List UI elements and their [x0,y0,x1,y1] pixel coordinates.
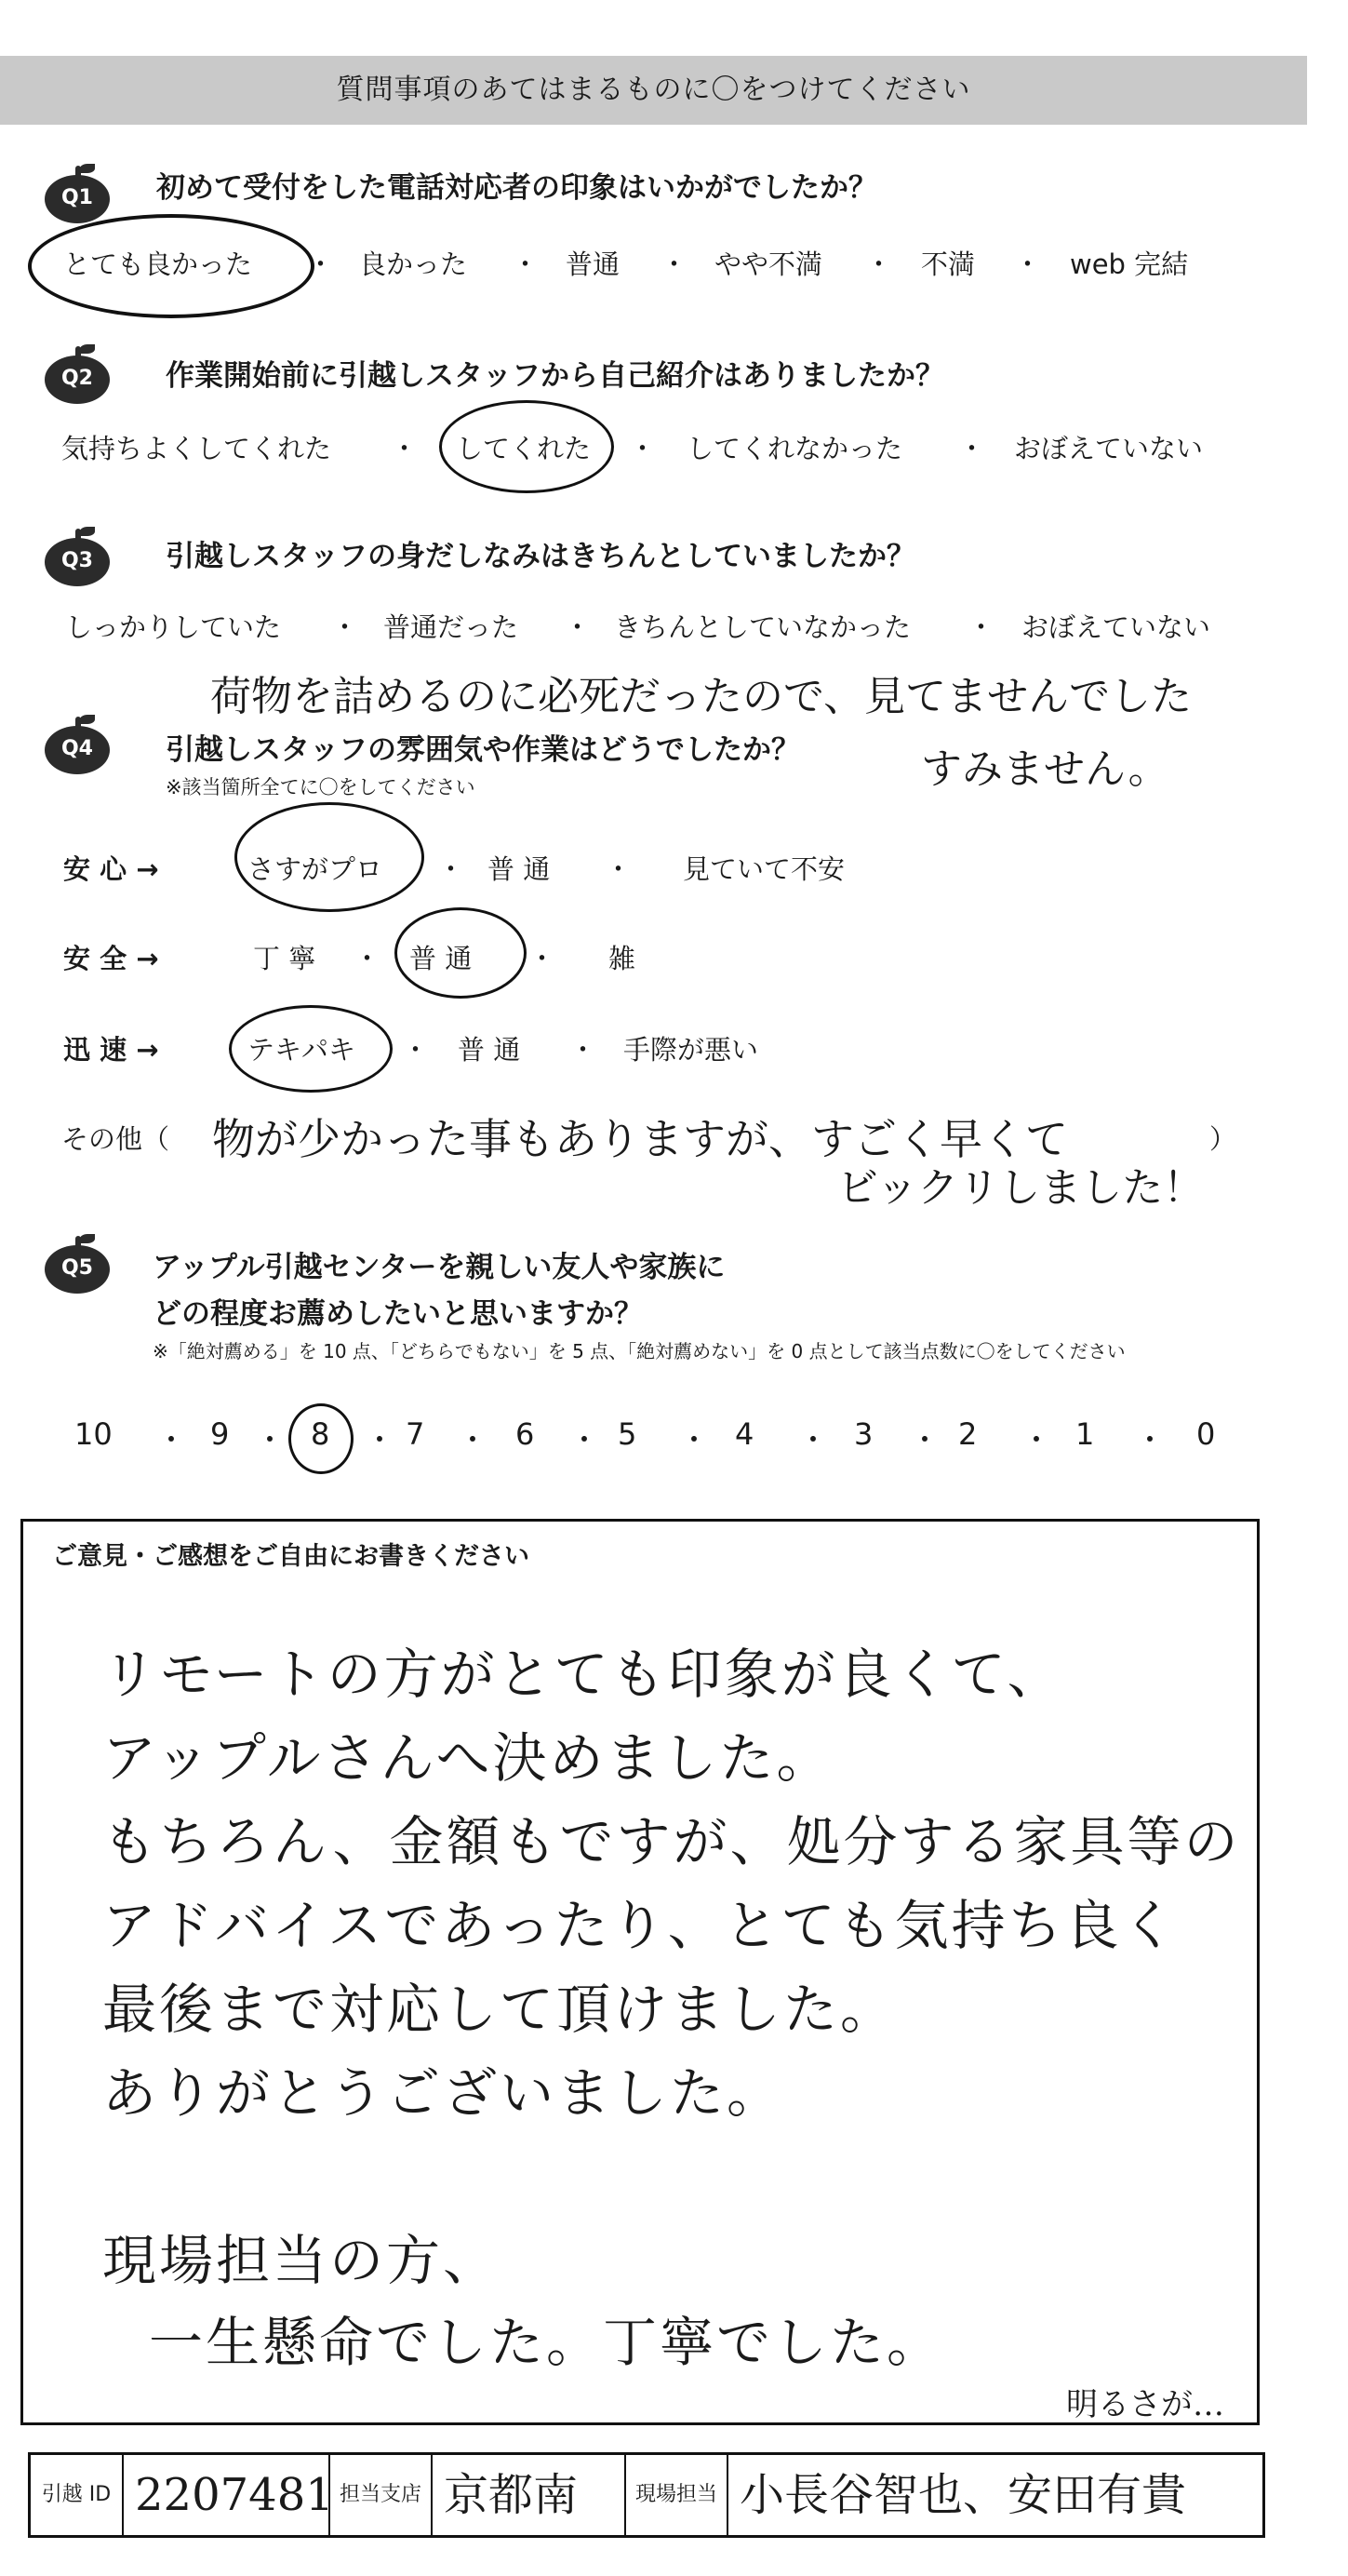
q4-question: 引越しスタッフの雰囲気や作業はどうでしたか？ [166,733,800,767]
comment-footnote: 明るさが… [1066,2386,1224,2423]
q1-sep: ・ [512,248,540,280]
q3-sep: ・ [331,611,359,643]
q2-sep: ・ [958,433,986,464]
q5-score-7[interactable]: 7 [406,1416,425,1452]
q3-sep: ・ [968,611,995,643]
q1-number: Q1 [60,186,93,209]
q5-score-4[interactable]: 4 [735,1416,754,1452]
q5-score-0[interactable]: 0 [1196,1416,1216,1452]
q1-option-3[interactable]: 普通 [566,248,621,280]
q5-apple-icon [45,1236,110,1294]
q2-question: 作業開始前に引越しスタッフから自己紹介はありましたか？ [166,359,944,393]
q4-row-1-option-3[interactable]: 見ていて不安 [683,853,846,885]
q4-other-line-2: ビックリしました！ [837,1164,1205,1212]
branch-label: 担当支店 [330,2455,433,2535]
q5-score-10[interactable]: 10 [74,1416,113,1452]
q5-sep: ・ [569,1422,600,1457]
q5-note: ※「絶対薦める」を 10 点、「どちらでもない」を 5 点、「絶対薦めない」を 0 点として該当点数に〇をしてください [153,1340,1126,1362]
q5-sep: ・ [156,1422,187,1457]
q4-sep: ・ [528,943,556,974]
form-header: 質問事項のあてはまるものに〇をつけてください [0,56,1307,125]
comment-line-2: アップルさんへ決めました。 [102,1726,834,1790]
q4-sep: ・ [354,943,381,974]
q4-number: Q4 [60,737,93,760]
q1-option-5[interactable]: 不満 [921,248,976,280]
q5-sep: ・ [1021,1422,1052,1457]
q3-number: Q3 [60,549,93,572]
q5-sep: ・ [458,1422,488,1457]
q2-number: Q2 [60,367,93,390]
q4-sep: ・ [402,1034,430,1066]
q3-handwritten-apology: すみません。 [921,745,1169,793]
q4-sep: ・ [605,853,633,885]
q5-score-3[interactable]: 3 [854,1416,874,1452]
q1-question: 初めて受付をした電話対応者の印象はいかがでしたか？ [156,171,877,205]
staff-value: 小長谷智也、安田有貴 [740,2469,1187,2521]
q5-score-5[interactable]: 5 [618,1416,637,1452]
q4-sep: ・ [437,853,465,885]
q2-option-2[interactable]: してくれた [456,433,592,464]
q5-sep: ・ [255,1422,286,1457]
q1-option-6[interactable]: web 完結 [1070,248,1189,280]
q5-sep: ・ [1135,1422,1166,1457]
branch-value: 京都南 [433,2455,626,2535]
q2-sep: ・ [391,433,419,464]
q4-row-1-option-2[interactable]: 普 通 [487,853,551,885]
q2-option-4[interactable]: おぼえていない [1014,433,1204,464]
q4-row-2-option-2[interactable]: 普 通 [409,943,473,974]
q1-sep: ・ [307,248,335,280]
q2-option-1[interactable]: 気持ちよくしてくれた [61,433,332,464]
q4-row-speed-label: 迅 速 → [63,1034,159,1066]
q4-row-3-option-2[interactable]: 普 通 [458,1034,521,1066]
q5-score-6[interactable]: 6 [515,1416,535,1452]
q1-option-1[interactable]: とても良かった [63,248,253,280]
q3-option-1[interactable]: しっかりしていた [65,611,282,643]
q4-row-2-option-3[interactable]: 雑 [608,943,636,974]
q5-score-1[interactable]: 1 [1075,1416,1095,1452]
comment-line-8: 現場担当の方、 [102,2229,500,2292]
q4-other-label: その他（ [61,1123,170,1155]
q3-question: 引越しスタッフの身だしなみはきちんとしていましたか？ [166,540,915,573]
q2-apple-icon [45,346,110,404]
comment-line-5: 最後まで対応して頂けました。 [102,1978,898,2041]
q4-row-1-option-1[interactable]: さすがプロ [247,853,383,885]
q1-sep: ・ [661,248,688,280]
q5-sep: ・ [365,1422,395,1457]
staff-label: 現場担当 [626,2455,728,2535]
q3-handwritten-note: 荷物を詰めるのに必死だったので、見てませんでした [210,673,1193,720]
q5-score-2[interactable]: 2 [958,1416,978,1452]
q3-apple-icon [45,529,110,586]
comments-title: ご意見・ご感想をご自由にお書きください [52,1542,529,1571]
comment-line-9: 一生懸命でした。丁寧でした。 [149,2311,944,2374]
q3-sep: ・ [564,611,592,643]
q4-row-2-option-1[interactable]: 丁 寧 [253,943,316,974]
q4-other-line-1: 物が少かった事もありますが、すごく早くて [212,1114,1068,1164]
q5-number: Q5 [60,1256,93,1280]
q5-sep: ・ [910,1422,941,1457]
q1-option-2[interactable]: 良かった [359,248,468,280]
q4-row-3-option-3[interactable]: 手際が悪い [623,1034,759,1066]
q5-question-line-2: どの程度お薦めしたいと思いますか？ [153,1297,643,1331]
comment-line-1: リモートの方がとても印象が良くて、 [102,1643,1064,1706]
move-id-label: 引越 ID [31,2455,124,2535]
q3-option-4[interactable]: おぼえていない [1021,611,1211,643]
q1-sep: ・ [1014,248,1042,280]
q4-sep: ・ [569,1034,597,1066]
comment-line-6: ありがとうございました。 [102,2061,784,2125]
q1-sep: ・ [865,248,893,280]
comment-line-4: アドバイスであったり、とても気持ち良く [102,1894,1179,1957]
q1-apple-icon [45,166,110,223]
q4-row-3-option-1[interactable]: テキパキ [247,1034,356,1066]
q5-score-8[interactable]: 8 [311,1416,330,1452]
q4-other-close: ） [1209,1123,1237,1155]
q4-row-safety-label: 安 心 → [63,853,159,885]
q4-apple-icon [45,717,110,774]
q1-option-4[interactable]: やや不満 [714,248,823,280]
q5-score-9[interactable]: 9 [210,1416,230,1452]
q2-sep: ・ [629,433,657,464]
q4-row-secure-label: 安 全 → [63,943,159,974]
q3-option-2[interactable]: 普通だった [383,611,519,643]
q5-sep: ・ [679,1422,710,1457]
move-id-value: 2207481 [124,2455,330,2535]
footer-table [28,2452,1265,2538]
comment-line-3: もちろん、金額もですが、処分する家具等の [102,1810,1241,1873]
q3-option-3[interactable]: きちんとしていなかった [614,611,912,643]
q5-sep: ・ [798,1422,829,1457]
q5-question-line-1: アップル引越センターを親しい友人や家族に [153,1251,726,1284]
q2-option-3[interactable]: してくれなかった [687,433,903,464]
q4-note: ※該当箇所全てに〇をしてください [166,776,475,798]
